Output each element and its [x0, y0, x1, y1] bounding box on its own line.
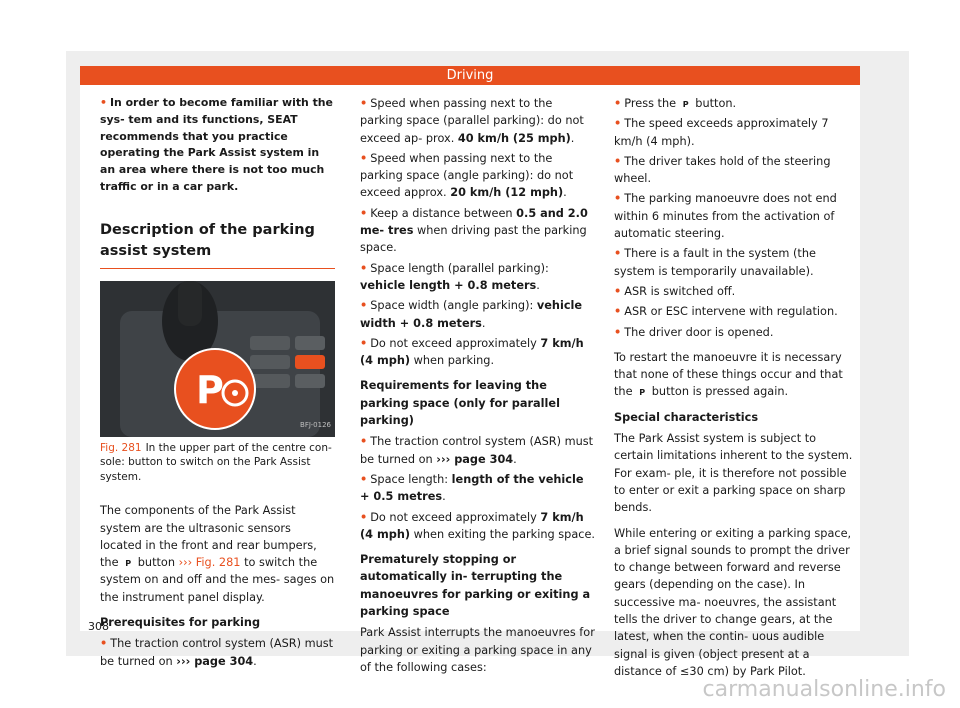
list-item: • Speed when passing next to the parking space (angle parking): do not exceed approx. 20 km/h (12 mph). [360, 151, 574, 200]
figure-caption: Fig. 281 In the upper part of the centre con- sole: button to switch on the Park Assist system. [100, 441, 332, 483]
park-assist-button-icon: P [125, 558, 132, 568]
figure-link[interactable]: ››› Fig. 281 [178, 556, 241, 570]
interruption-heading: Prematurely stopping or automatically in- terrupting the manoeuvres for parking or exiting a parking space [360, 553, 591, 619]
list-item: • Press the P button. [614, 97, 737, 110]
page-link[interactable]: ››› page 304 [176, 654, 254, 668]
special-paragraph-1: The Park Assist system is subject to certain limitations inherent to the system. For exam- ple, it is therefore not possible to enter or exit a parking space on sharp bends. [614, 432, 853, 515]
list-item: • ASR or ESC intervene with regulation. [614, 305, 838, 319]
special-heading: Special characteristics [614, 410, 759, 424]
page-link[interactable]: ››› page 304 [436, 452, 514, 466]
list-item: • The parking manoeuvre does not end within 6 minutes from the activation of automatic steering. [614, 192, 837, 241]
figure-label: Fig. 281 [100, 441, 142, 454]
bullet-icon: • [100, 637, 108, 651]
list-item: • Space length (parallel parking): vehicle length + 0.8 meters. [360, 261, 549, 292]
interruption-paragraph: Park Assist interrupts the manoeuvres for parking or exiting a parking space in any of the following cases: [360, 626, 595, 674]
column-1 [100, 95, 335, 673]
intro-note: • In order to become familiar with the sys- tem and its functions, SEAT recommends that you practice operating the Park Assist system in an area where there is not too much traffic or in a car park. [100, 96, 333, 193]
figure-code: BFJ-0126 [300, 421, 331, 430]
section-header: Driving [80, 66, 860, 85]
centre-console-image [100, 281, 335, 437]
list-item: • The driver takes hold of the steering wheel. [614, 154, 831, 186]
section-heading: Description of the parking assist system [100, 220, 335, 269]
restart-paragraph: To restart the manoeuvre it is necessary that none of these things occur and that the P button is pressed again. [614, 350, 843, 399]
watermark: carmanualsonline.info [702, 677, 946, 702]
figure-centre-console [100, 281, 335, 437]
list-item: • Do not exceed approximately 7 km/h (4 mph) when exiting the parking space. [360, 510, 595, 541]
column-2 [360, 95, 595, 684]
special-paragraph-2: While entering or exiting a parking space, a brief signal sounds to prompt the driver to change between forward and reverse gears (depending on the case). In successive ma- noeuvres, the assistant tells the driver to change gears, at the latest, when the contin- uous audible signal is given (object present at a distance of ≤30 cm) by Park Pilot. [614, 526, 852, 678]
requirements-heading: Requirements for leaving the parking space (only for parallel parking) [360, 379, 560, 428]
list-item: • Space width (angle parking): vehicle width + 0.8 meters. [360, 299, 583, 330]
bullet-icon: • [100, 96, 107, 109]
park-assist-button-icon: P [682, 99, 689, 109]
list-item: • The traction control system (ASR) must be turned on ››› page 304. [100, 637, 334, 668]
list-item: • ASR is switched off. [614, 284, 736, 298]
components-paragraph: The components of the Park Assist system are the ultrasonic sensors located in the front and rear bumpers, the P button ››› Fig. 281 to switch the system on and off and the mes- sages on the instrument panel display. [100, 504, 335, 604]
page-number: 308 [88, 620, 109, 633]
list-item: • Keep a distance between 0.5 and 2.0 me- tres when driving past the parking space. [360, 206, 588, 255]
list-item: • The driver door is opened. [614, 325, 774, 339]
prereq-heading: Prerequisites for parking [100, 616, 261, 630]
list-item: • Do not exceed approximately 7 km/h (4 mph) when parking. [360, 336, 584, 368]
column-3 [614, 95, 856, 688]
park-assist-button-icon: P [639, 387, 646, 397]
list-item: • The traction control system (ASR) must be turned on ››› page 304. [360, 435, 594, 466]
list-item: • The speed exceeds approximately 7 km/h (4 mph). [614, 117, 829, 148]
list-item: • Speed when passing next to the parking space (parallel parking): do not exceed ap- prox. 40 km/h (25 mph). [360, 97, 584, 145]
svg-text:P: P [196, 367, 224, 412]
list-item: • There is a fault in the system (the system is temporarily unavailable). [614, 247, 816, 278]
list-item: • Space length: length of the vehicle + 0.5 metres. [360, 472, 584, 504]
